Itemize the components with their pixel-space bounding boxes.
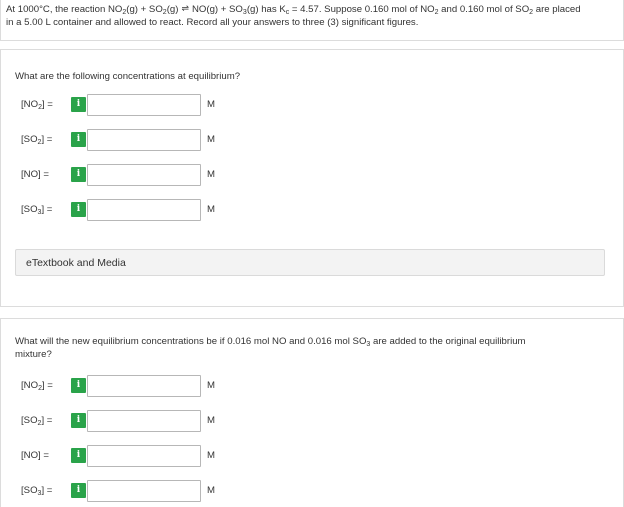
answer-input-so3[interactable] <box>87 480 201 502</box>
unit-label: M <box>207 380 215 391</box>
answer-input-no[interactable] <box>87 164 201 186</box>
info-icon[interactable]: i <box>71 202 86 217</box>
answer-label: [NO] = <box>21 169 49 180</box>
answer-label: $[SO_2]$ = <box>21 415 53 427</box>
unit-label: M <box>207 204 215 215</box>
answer-label: [NO] = <box>21 450 49 461</box>
problem-statement <box>6 3 618 29</box>
answer-label: $[SO_3]$ = <box>21 485 53 497</box>
problem-statement-line-1: At 1000°C, the reaction $NO_2(g) + SO_2(g)$ ⇌ $NO(g) + SO_3(g)$ has $K_c = 4.57$. Suppose 0.160 mol of $NO_2$ and 0.160 mol of $SO_2$ are placed <box>6 3 581 16</box>
question-2-text <box>15 335 585 361</box>
etextbook-media-button[interactable] <box>15 249 605 276</box>
question-2-line-1: What will the new equilibrium concentrations be if 0.016 mol NO and 0.016 mol $SO_3$ are added to the original equilibrium <box>15 336 526 348</box>
unit-label: M <box>207 450 215 461</box>
unit-label: M <box>207 485 215 496</box>
info-icon[interactable]: i <box>71 132 86 147</box>
answer-row-so2 <box>1 129 261 151</box>
answer-label: $[NO_2]$ = <box>21 99 53 111</box>
question-1-panel <box>0 49 624 307</box>
answer-row-no <box>1 445 261 467</box>
equilibrium-arrow-icon: ⇌ <box>181 3 189 13</box>
info-icon[interactable]: i <box>71 483 86 498</box>
etextbook-media-label: eTextbook and Media <box>26 257 126 269</box>
answer-input-so2[interactable] <box>87 129 201 151</box>
info-icon[interactable]: i <box>71 413 86 428</box>
answer-input-no2[interactable] <box>87 94 201 116</box>
answer-input-no[interactable] <box>87 445 201 467</box>
unit-label: M <box>207 99 215 110</box>
answer-row-no <box>1 164 261 186</box>
answer-row-so3 <box>1 199 261 221</box>
answer-label: $[NO_2]$ = <box>21 380 53 392</box>
unit-label: M <box>207 169 215 180</box>
answer-input-no2[interactable] <box>87 375 201 397</box>
unit-label: M <box>207 134 215 145</box>
problem-statement-line-2: in a 5.00 L container and allowed to react. Record all your answers to three (3) significant figures. <box>6 17 419 28</box>
unit-label: M <box>207 415 215 426</box>
answer-row-no2 <box>1 375 261 397</box>
problem-statement-panel <box>0 0 624 41</box>
answer-label: $[SO_3]$ = <box>21 204 53 216</box>
info-icon[interactable]: i <box>71 97 86 112</box>
info-icon[interactable]: i <box>71 167 86 182</box>
answer-input-so3[interactable] <box>87 199 201 221</box>
answer-input-so2[interactable] <box>87 410 201 432</box>
answer-row-so3 <box>1 480 261 502</box>
question-2-panel <box>0 318 624 507</box>
answer-row-so2 <box>1 410 261 432</box>
info-icon[interactable]: i <box>71 448 86 463</box>
info-icon[interactable]: i <box>71 378 86 393</box>
answer-row-no2 <box>1 94 261 116</box>
answer-label: $[SO_2]$ = <box>21 134 53 146</box>
question-1-text: What are the following concentrations at equilibrium? <box>15 71 241 82</box>
question-2-line-2: mixture? <box>15 349 52 360</box>
